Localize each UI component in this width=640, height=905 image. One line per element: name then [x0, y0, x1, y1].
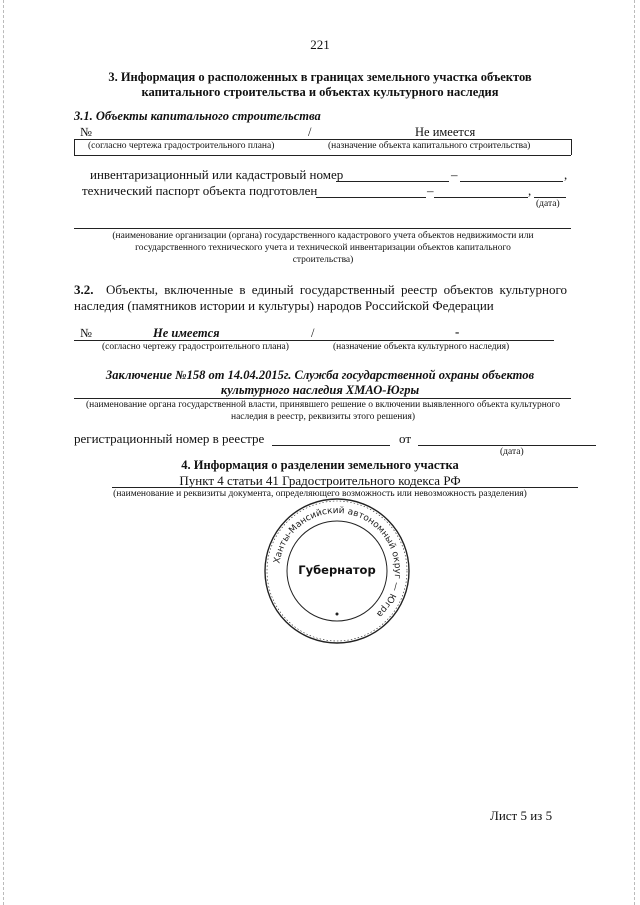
s32-date-caption: (дата) — [500, 447, 524, 457]
s32-value: Не имеется — [153, 326, 220, 340]
right-scan-edge — [634, 0, 635, 905]
s32-text-line2: наследия (памятников истории и культуры) народов Российской Федерации — [74, 298, 494, 313]
section3-title-line2: капитального строительства и объектах культурного наследия — [141, 85, 499, 99]
s32-registry-label: регистрационный номер в реестре — [74, 431, 265, 446]
s31-passport-field3 — [534, 197, 566, 198]
s32-dash: - — [455, 324, 460, 339]
s32-text-line1: Объекты, включенные в единый государственный реестр объектов культурного — [106, 282, 567, 297]
section4-title: 4. Информация о разделении земельного участка — [181, 458, 459, 472]
s31-org-caption-1: (наименование организации (органа) государственного кадастрового учета объектов недвижимости или — [112, 231, 534, 241]
stamp-ring-text: Ханты-Мансийский автономный округ — Югра — [272, 505, 403, 619]
s31-value: Не имеется — [415, 125, 476, 139]
stamp-center-text: Губернатор — [298, 563, 376, 577]
s32-organ-caption-1: (наименование органа государственной власти, принявшего решение о включении выявленного объекта культурного — [86, 400, 560, 410]
s31-org-caption-2: государственного технического учета и технической инвентаризации объектов капитального — [135, 243, 511, 253]
s31-caption-box-left — [74, 139, 75, 155]
s31-inventory-field2 — [460, 181, 563, 182]
left-scan-edge — [3, 0, 4, 905]
section4-caption: (наименование и реквизиты документа, определяющего возможность или невозможность разделения) — [113, 489, 527, 499]
s32-registry-field — [272, 445, 390, 446]
s31-slash: / — [308, 125, 312, 139]
s31-number-sign: № — [80, 125, 92, 139]
s31-underline — [74, 139, 571, 140]
s32-conclusion-underline — [74, 398, 571, 399]
s32-registry-from: от — [399, 431, 412, 446]
stamp-graphic — [262, 496, 412, 646]
s32-slash: / — [311, 326, 315, 340]
s31-passport-field2 — [434, 197, 528, 198]
s31-caption-box-bottom — [74, 155, 571, 156]
s32-caption-left: (согласно чертежу градостроительного плана) — [102, 342, 289, 352]
page-number: 221 — [310, 37, 330, 52]
s32-conclusion-line1: Заключение №158 от 14.04.2015г. Служба государственной охраны объектов — [105, 368, 535, 382]
s31-inventory-field1 — [336, 181, 449, 182]
s31-passport-comma: , — [528, 183, 532, 198]
s31-caption-left: (согласно чертежа градостроительного плана) — [88, 141, 275, 151]
s31-passport-label: технический паспорт объекта подготовлен — [82, 183, 318, 198]
s31-inventory-dash: – — [451, 167, 458, 182]
governor-stamp — [262, 496, 412, 646]
section3-title-line1: 3. Информация о расположенных в границах земельного участка объектов — [108, 70, 532, 84]
s31-inventory-comma: , — [564, 167, 568, 182]
s31-org-field — [74, 228, 571, 229]
s31-inventory-label: инвентаризационный или кадастровый номер — [90, 167, 344, 182]
section4-value: Пункт 4 статьи 41 Градостроительного кодекса РФ — [179, 473, 461, 488]
s31-passport-field1 — [316, 197, 426, 198]
s32-registry-date-field — [418, 445, 596, 446]
sheet-counter: Лист 5 из 5 — [490, 808, 553, 823]
section4-underline — [112, 487, 578, 488]
s32-number-sign: № — [80, 326, 92, 340]
s32-number: 3.2. — [74, 282, 94, 297]
s32-caption-right: (назначение объекта культурного наследия) — [333, 342, 510, 352]
s32-underline — [74, 340, 554, 341]
s31-caption-right: (назначение объекта капитального строительства) — [328, 141, 531, 151]
s31-heading: 3.1. Объекты капитального строительства — [74, 109, 321, 123]
s32-organ-caption-2: наследия в реестр, реквизиты этого решения) — [230, 412, 415, 422]
s31-org-caption-3: строительства) — [292, 255, 354, 265]
stamp-dot — [336, 613, 339, 616]
s31-passport-dash: – — [427, 183, 434, 198]
s32-conclusion-line2: культурного наследия ХМАО-Югры — [220, 383, 420, 397]
s31-caption-box-right — [571, 139, 572, 155]
s31-date-caption: (дата) — [536, 199, 560, 209]
